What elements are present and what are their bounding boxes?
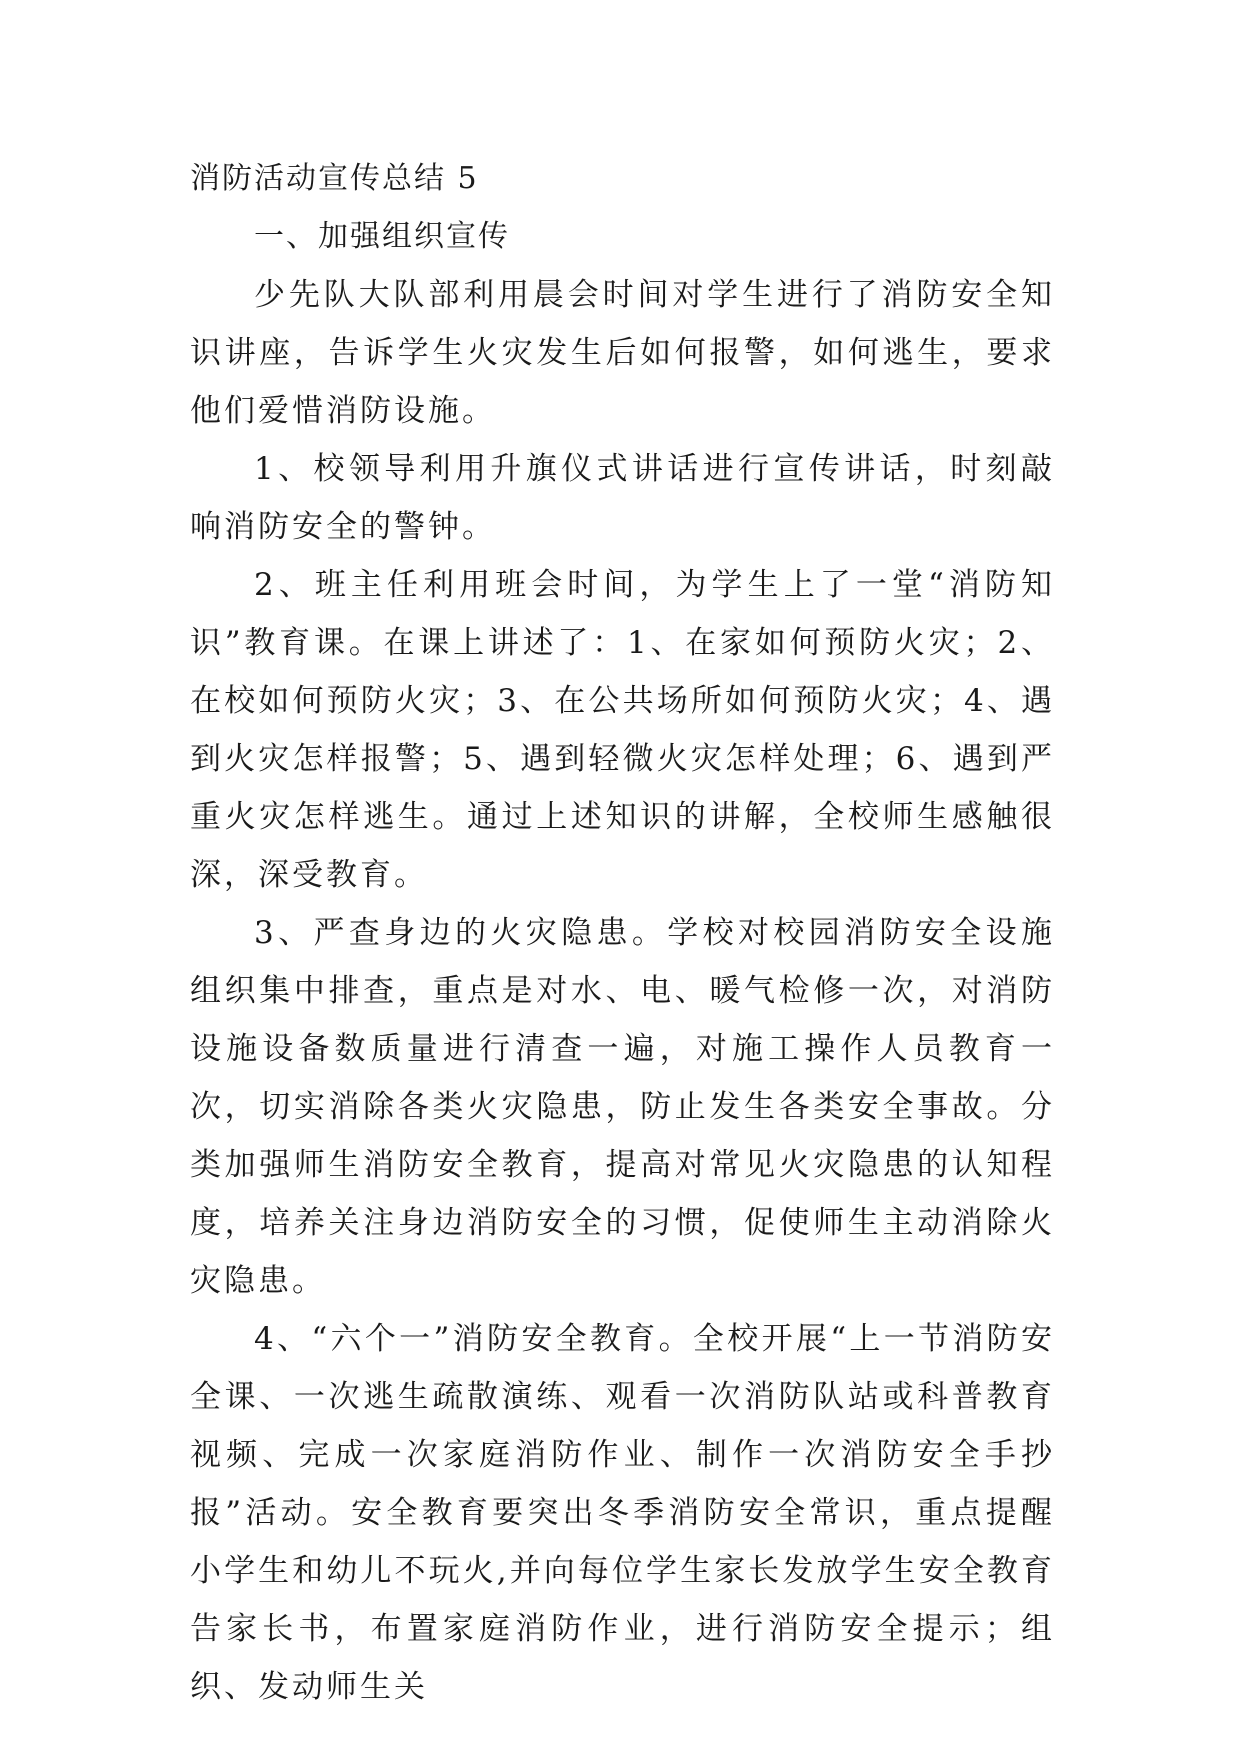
paragraph-item-3: 3、严查身边的火灾隐患。学校对校园消防安全设施组织集中排查，重点是对水、电、暖气检修一次，对消防设施设备数质量进行清查一遍，对施工操作人员教育一次，切实消除各类火灾隐患，防止发生各类安全事故。分类加强师生消防安全教育，提高对常见火灾隐患的认知程度，培养关注身边消防安全的习惯，促使师生主动消除火灾隐患。 bbox=[190, 915, 1055, 1299]
paragraph-item-1: 1、校领导利用升旗仪式讲话进行宣传讲话，时刻敲响消防安全的警钟。 bbox=[190, 451, 1055, 545]
paragraph-item-2: 2、班主任利用班会时间，为学生上了一堂“消防知识”教育课。在课上讲述了：1、在家如何预防火灾；2、在校如何预防火灾；3、在公共场所如何预防火灾；4、遇到火灾怎样报警；5、遇到轻微火灾怎样处理；6、遇到严重火灾怎样逃生。通过上述知识的讲解，全校师生感触很深，深受教育。 bbox=[190, 567, 1055, 893]
paragraph-intro: 少先队大队部利用晨会时间对学生进行了消防安全知识讲座，告诉学生火灾发生后如何报警，如何逃生，要求他们爱惜消防设施。 bbox=[190, 277, 1055, 429]
document-title: 消防活动宣传总结 5 bbox=[190, 161, 479, 196]
section-heading: 一、加强组织宣传 bbox=[254, 219, 510, 254]
paragraph-item-4: 4、“六个一”消防安全教育。全校开展“上一节消防安全课、一次逃生疏散演练、观看一次消防队站或科普教育视频、完成一次家庭消防作业、制作一次消防安全手抄报”活动。安全教育要突出冬季消防安全常识，重点提醒小学生和幼儿不玩火,并向每位学生家长发放学生安全教育告家长书，布置家庭消防作业，进行消防安全提示；组织、发动师生关 bbox=[190, 1321, 1055, 1705]
document-page bbox=[190, 150, 1055, 1716]
